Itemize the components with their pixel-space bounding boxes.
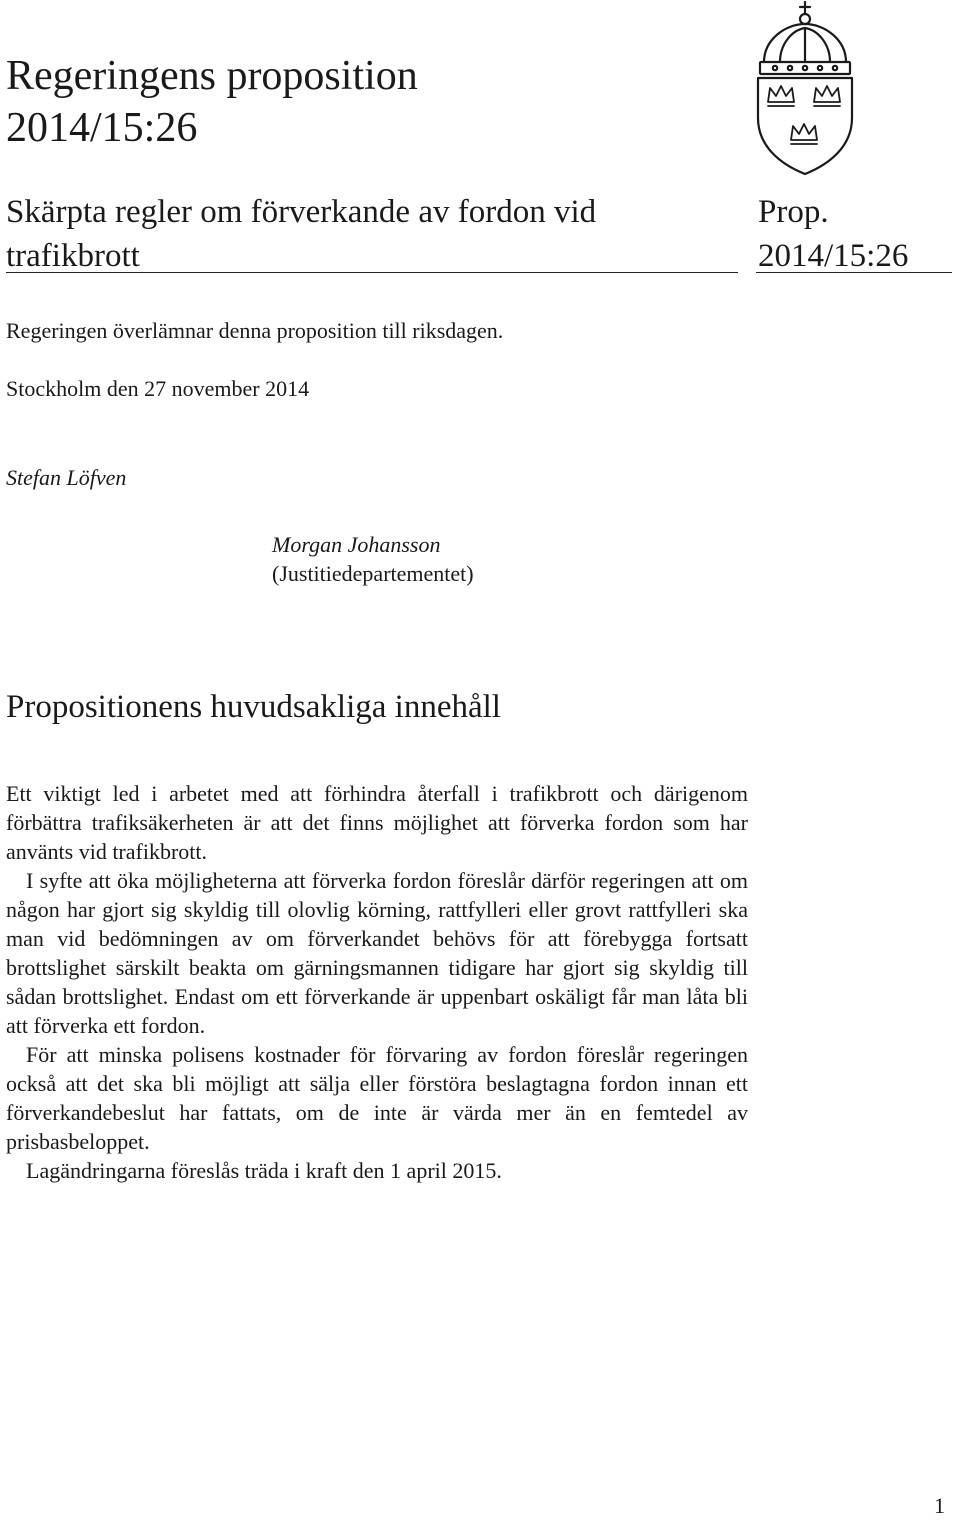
prop-number: 2014/15:26 bbox=[758, 238, 909, 274]
document-subtitle: Skärpta regler om förverkande av fordon vid trafikbrott bbox=[6, 194, 597, 274]
header-rule-right bbox=[756, 272, 952, 273]
document-number: 2014/15:26 bbox=[6, 105, 198, 151]
header-rule-left bbox=[6, 272, 738, 273]
summary-paragraph: Ett viktigt led i arbetet med att förhindra återfall i trafikbrott och därigenom förbättra trafiksäkerheten är att det finns möjlighet att förverka fordon som har använts vid trafikbrott. bbox=[6, 781, 748, 864]
summary-paragraph: För att minska polisens kostnader för förvaring av fordon föreslår regeringen också att det ska bli möjligt att sälja eller förstöra beslagtagna fordon innan ett förverkandebeslut har fattats, om de inte är värda mer än en femtedel av prisbasbeloppet. bbox=[6, 1042, 748, 1154]
summary-paragraph: Lagändringarna föreslås träda i kraft den 1 april 2015. bbox=[26, 1158, 502, 1183]
prop-label: Prop. bbox=[758, 194, 829, 230]
prime-minister-name: Stefan Löfven bbox=[6, 465, 127, 490]
summary-body bbox=[6, 779, 748, 1185]
place-and-date: Stockholm den 27 november 2014 bbox=[6, 376, 310, 401]
swedish-coat-of-arms-icon bbox=[750, 0, 860, 178]
section-heading: Propositionens huvudsakliga innehåll bbox=[6, 689, 501, 725]
summary-paragraph: I syfte att öka möjligheterna att förverka fordon föreslår därför regeringen att om någon har gjort sig skyldig till olovlig körning, rattfylleri eller grovt rattfylleri ska man vid bedömningen av om förverkandet behövs för att förebygga fortsatt brottslighet särskilt beakta om gärningsmannen tidigare har gjort sig skyldig till sådan brottslighet. Endast om ett förverkande är uppenbart oskäligt får man låta bli att förverka ett fordon. bbox=[6, 868, 748, 1038]
submission-statement: Regeringen överlämnar denna proposition till riksdagen. bbox=[6, 318, 504, 343]
ministry-name: (Justitiedepartementet) bbox=[272, 561, 474, 586]
page-number: 1 bbox=[934, 1493, 945, 1518]
minister-name: Morgan Johansson bbox=[272, 532, 441, 557]
document-title: Regeringens proposition bbox=[6, 53, 418, 99]
